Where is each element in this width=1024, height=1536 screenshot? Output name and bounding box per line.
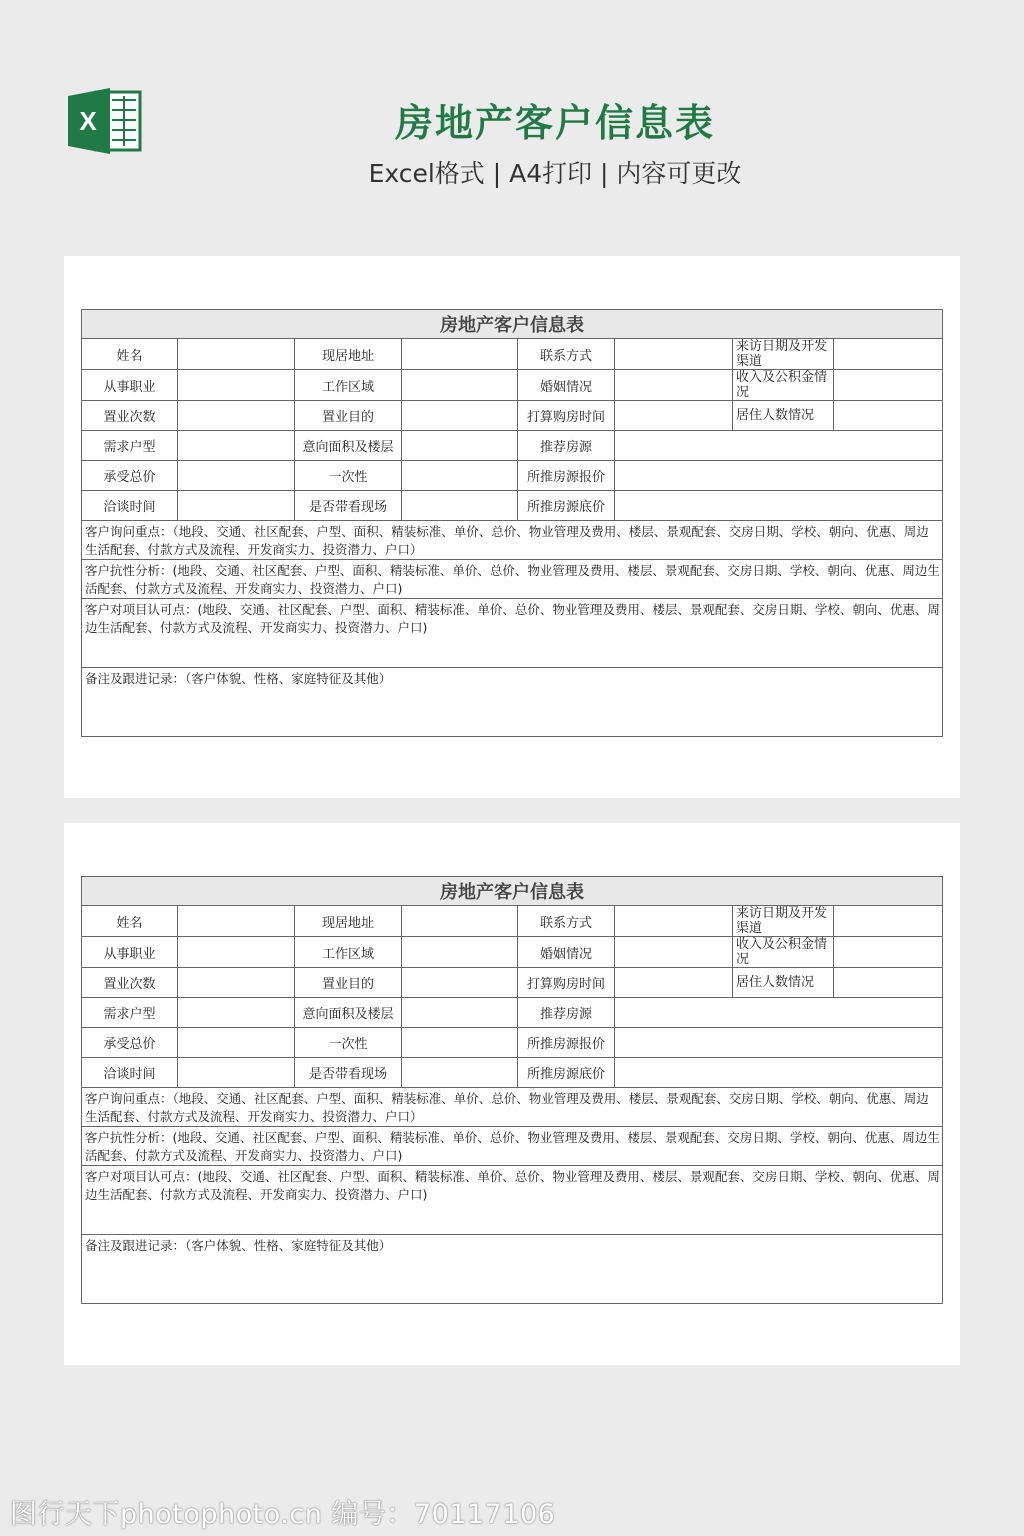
- label-purchase-time: 打算购房时间: [518, 401, 615, 431]
- label-marital: 婚姻情况: [518, 937, 615, 968]
- field-purchase-purpose[interactable]: [402, 401, 518, 431]
- field-site-visit[interactable]: [402, 1058, 518, 1088]
- label-occupation: 从事职业: [82, 937, 178, 968]
- field-income[interactable]: [834, 937, 943, 968]
- label-recommended: 推荐房源: [518, 431, 615, 461]
- label-residents: 居住人数情况: [733, 968, 834, 998]
- label-residents: 居住人数情况: [733, 401, 834, 431]
- remarks-followup[interactable]: 备注及跟进记录：（客户体貌、性格、家庭特征及其他）: [82, 1235, 943, 1304]
- label-purchase-purpose: 置业目的: [295, 968, 402, 998]
- label-unit-type: 需求户型: [82, 998, 178, 1028]
- field-address[interactable]: [402, 906, 518, 937]
- field-address[interactable]: [402, 339, 518, 370]
- label-floor-price: 所推房源底价: [518, 491, 615, 521]
- field-negotiation-time[interactable]: [178, 491, 295, 521]
- field-purchase-time[interactable]: [615, 401, 733, 431]
- field-one-time[interactable]: [402, 461, 518, 491]
- field-recommended[interactable]: [615, 998, 943, 1028]
- field-unit-type[interactable]: [178, 431, 295, 461]
- field-contact[interactable]: [615, 906, 733, 937]
- field-total-price[interactable]: [178, 461, 295, 491]
- label-work-area: 工作区域: [295, 937, 402, 968]
- label-purchase-time: 打算购房时间: [518, 968, 615, 998]
- label-negotiation-time: 洽谈时间: [82, 1058, 178, 1088]
- label-name: 姓名: [82, 906, 178, 937]
- label-visit-date-channel: 来访日期及开发渠道: [733, 906, 834, 937]
- field-area-floor[interactable]: [402, 998, 518, 1028]
- field-area-floor[interactable]: [402, 431, 518, 461]
- field-negotiation-time[interactable]: [178, 1058, 295, 1088]
- field-occupation[interactable]: [178, 370, 295, 401]
- label-total-price: 承受总价: [82, 461, 178, 491]
- customer-recognition[interactable]: 客户对项目认可点：(地段、交通、社区配套、户型、面积、精装标准、单价、总价、物业管理及费用、楼层、景观配套、交房日期、学校、朝向、优惠、周边生活配套、付款方式及流程、开发商实力、投资潜力、户口): [82, 1166, 943, 1235]
- label-one-time: 一次性: [295, 461, 402, 491]
- label-address: 现居地址: [295, 339, 402, 370]
- label-floor-price: 所推房源底价: [518, 1058, 615, 1088]
- field-contact[interactable]: [615, 339, 733, 370]
- field-work-area[interactable]: [402, 937, 518, 968]
- field-visit-date-channel[interactable]: [834, 339, 943, 370]
- field-residents[interactable]: [834, 968, 943, 998]
- field-name[interactable]: [178, 339, 295, 370]
- page-subtitle: Excel格式 | A4打印 | 内容可更改: [368, 159, 742, 188]
- field-floor-price[interactable]: [615, 491, 943, 521]
- label-income: 收入及公积金情况: [733, 937, 834, 968]
- header: [0, 0, 1024, 220]
- field-residents[interactable]: [834, 401, 943, 431]
- field-purchase-count[interactable]: [178, 968, 295, 998]
- form-sheet-2: [64, 823, 960, 1365]
- customer-focus[interactable]: 客户询问重点：（地段、交通、社区配套、户型、面积、精装标准、单价、总价、物业管理及费用、楼层、景观配套、交房日期、学校、朝向、优惠、周边生活配套、付款方式及流程、开发商实力、投资潜力、户口）: [82, 521, 943, 560]
- excel-icon: [66, 86, 142, 156]
- customer-recognition[interactable]: 客户对项目认可点：(地段、交通、社区配套、户型、面积、精装标准、单价、总价、物业管理及费用、楼层、景观配套、交房日期、学校、朝向、优惠、周边生活配套、付款方式及流程、开发商实力、投资潜力、户口): [82, 599, 943, 668]
- label-address: 现居地址: [295, 906, 402, 937]
- label-contact: 联系方式: [518, 339, 615, 370]
- customer-resistance[interactable]: 客户抗性分析：(地段、交通、社区配套、户型、面积、精装标准、单价、总价、物业管理及费用、楼层、景观配套、交房日期、学校、朝向、优惠、周边生活配套、付款方式及流程、开发商实力、投资潜力、户口): [82, 560, 943, 599]
- customer-resistance[interactable]: 客户抗性分析：(地段、交通、社区配套、户型、面积、精装标准、单价、总价、物业管理及费用、楼层、景观配套、交房日期、学校、朝向、优惠、周边生活配套、付款方式及流程、开发商实力、投资潜力、户口): [82, 1127, 943, 1166]
- label-marital: 婚姻情况: [518, 370, 615, 401]
- label-purchase-count: 置业次数: [82, 401, 178, 431]
- field-purchase-count[interactable]: [178, 401, 295, 431]
- label-contact: 联系方式: [518, 906, 615, 937]
- label-purchase-purpose: 置业目的: [295, 401, 402, 431]
- field-floor-price[interactable]: [615, 1058, 943, 1088]
- label-recommended: 推荐房源: [518, 998, 615, 1028]
- watermark: 图行天下photophoto.cn 编号：70117106: [10, 1499, 556, 1530]
- page-title: 房地产客户信息表: [394, 101, 715, 145]
- field-marital[interactable]: [615, 370, 733, 401]
- field-visit-date-channel[interactable]: [834, 906, 943, 937]
- remarks-followup[interactable]: 备注及跟进记录：（客户体貌、性格、家庭特征及其他）: [82, 668, 943, 737]
- client-info-table: [81, 309, 943, 737]
- client-info-table: [81, 876, 943, 1304]
- label-negotiation-time: 洽谈时间: [82, 491, 178, 521]
- label-occupation: 从事职业: [82, 370, 178, 401]
- field-purchase-purpose[interactable]: [402, 968, 518, 998]
- label-one-time: 一次性: [295, 1028, 402, 1058]
- label-quote-price: 所推房源报价: [518, 1028, 615, 1058]
- label-area-floor: 意向面积及楼层: [295, 431, 402, 461]
- field-one-time[interactable]: [402, 1028, 518, 1058]
- field-marital[interactable]: [615, 937, 733, 968]
- field-quote-price[interactable]: [615, 461, 943, 491]
- label-site-visit: 是否带看现场: [295, 491, 402, 521]
- label-site-visit: 是否带看现场: [295, 1058, 402, 1088]
- field-work-area[interactable]: [402, 370, 518, 401]
- label-name: 姓名: [82, 339, 178, 370]
- form-sheet-1: [64, 256, 960, 798]
- excel-logo-letter: X: [79, 106, 97, 136]
- customer-focus[interactable]: 客户询问重点：（地段、交通、社区配套、户型、面积、精装标准、单价、总价、物业管理及费用、楼层、景观配套、交房日期、学校、朝向、优惠、周边生活配套、付款方式及流程、开发商实力、投资潜力、户口）: [82, 1088, 943, 1127]
- label-unit-type: 需求户型: [82, 431, 178, 461]
- form-title: 房地产客户信息表: [82, 310, 943, 339]
- field-quote-price[interactable]: [615, 1028, 943, 1058]
- label-income: 收入及公积金情况: [733, 370, 834, 401]
- field-purchase-time[interactable]: [615, 968, 733, 998]
- label-visit-date-channel: 来访日期及开发渠道: [733, 339, 834, 370]
- label-total-price: 承受总价: [82, 1028, 178, 1058]
- field-total-price[interactable]: [178, 1028, 295, 1058]
- field-site-visit[interactable]: [402, 491, 518, 521]
- field-occupation[interactable]: [178, 937, 295, 968]
- field-recommended[interactable]: [615, 431, 943, 461]
- label-area-floor: 意向面积及楼层: [295, 998, 402, 1028]
- label-quote-price: 所推房源报价: [518, 461, 615, 491]
- field-income[interactable]: [834, 370, 943, 401]
- form-title: 房地产客户信息表: [82, 877, 943, 906]
- label-work-area: 工作区域: [295, 370, 402, 401]
- field-unit-type[interactable]: [178, 998, 295, 1028]
- field-name[interactable]: [178, 906, 295, 937]
- label-purchase-count: 置业次数: [82, 968, 178, 998]
